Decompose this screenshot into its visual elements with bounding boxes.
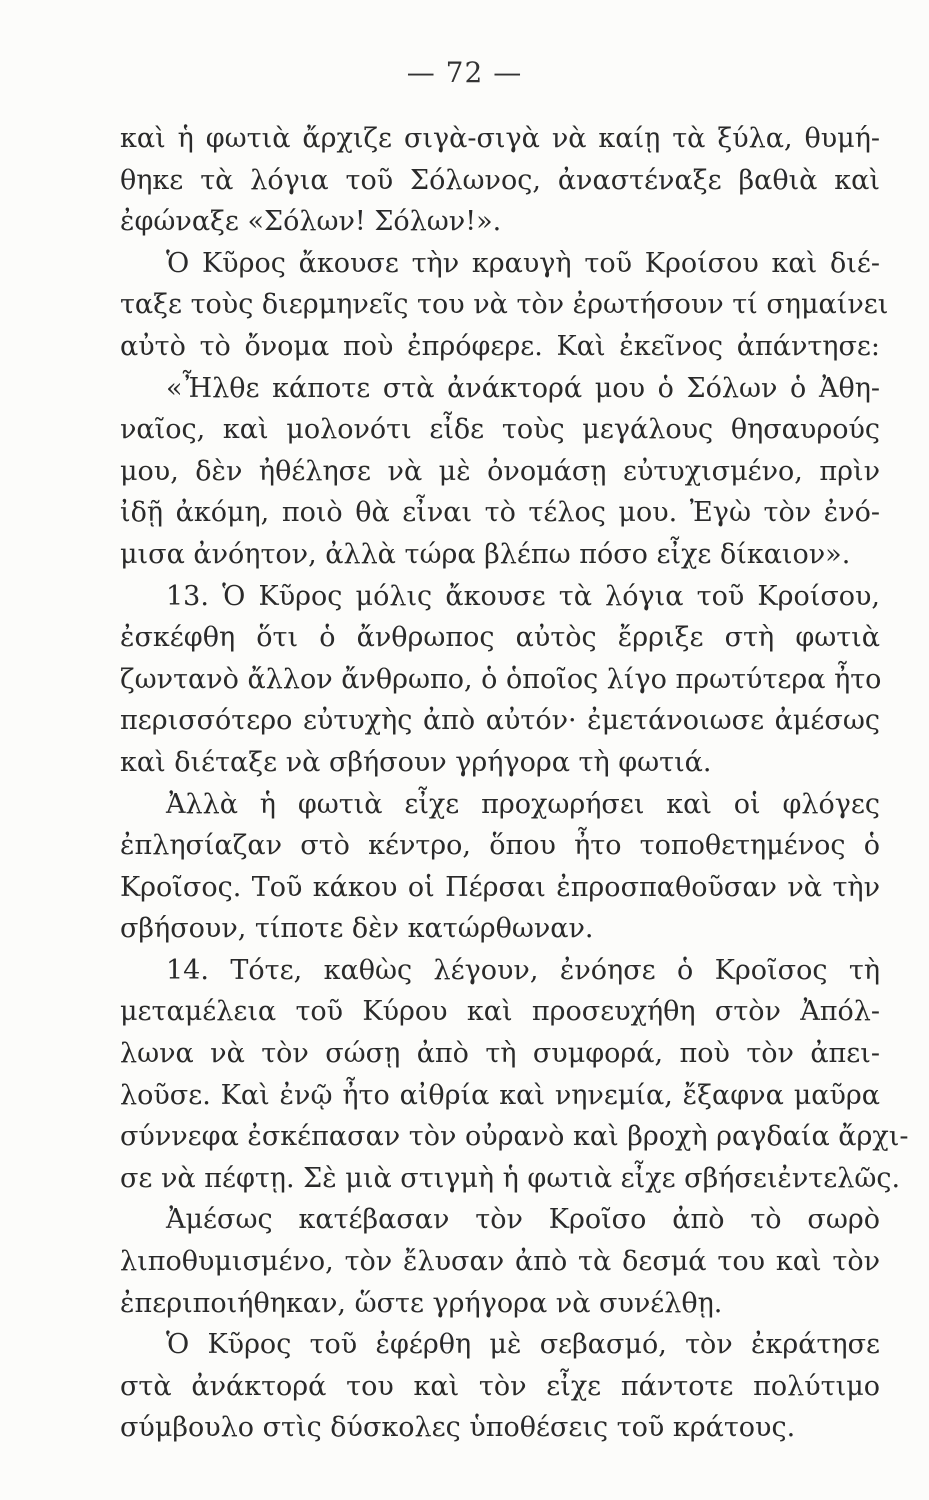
text-line: σύμβουλο στὶς δύσκολες ὑποθέσεις τοῦ κράτους.: [120, 1412, 796, 1444]
text-line: λιποθυμισμένο, τὸν ἔλυσαν ἀπὸ τὰ δεσμά του καὶ τὸν: [120, 1246, 880, 1278]
text-line: ταξε τοὺς διερμηνεῖς του νὰ τὸν ἐρωτήσουν τί σημαίνει: [120, 289, 889, 321]
text-line: λοῦσε. Καὶ ἐνῷ ἦτο αἰθρία καὶ νηνεμία, ἔξαφνα μαῦρα: [120, 1079, 880, 1111]
text-line: καὶ διέταξε νὰ σβήσουν γρήγορα τὴ φωτιά.: [120, 746, 712, 778]
text-line: ἐπεριποιήθηκαν, ὥστε γρήγορα νὰ συνέλθῃ.: [120, 1287, 723, 1319]
text-line: ἐσκέφθη ὅτι ὁ ἄνθρωπος αὐτὸς ἔρριξε στὴ φωτιὰ: [120, 622, 880, 654]
text-line: 13. Ὁ Κῦρος μόλις ἄκουσε τὰ λόγια τοῦ Κροίσου,: [166, 580, 880, 612]
text-line: μου, δὲν ἠθέλησε νὰ μὲ ὀνομάσῃ εὐτυχισμένο, πρὶν: [120, 455, 880, 487]
text-line: σε νὰ πέφτῃ. Σὲ μιὰ στιγμὴ ἡ φωτιὰ εἶχε σβήσειἐντελῶς.: [120, 1162, 901, 1194]
text-line: ἐπλησίαζαν στὸ κέντρο, ὅπου ἦτο τοποθετημένος ὁ: [120, 830, 880, 862]
text-line: «Ἦλθε κάποτε στὰ ἀνάκτορά μου ὁ Σόλων ὁ Ἀθη-: [166, 372, 880, 404]
text-line: Κροῖσος. Τοῦ κάκου οἱ Πέρσαι ἐπροσπαθοῦσαν νὰ τὴν: [120, 871, 880, 903]
text-line: Ὁ Κῦρος τοῦ ἐφέρθη μὲ σεβασμό, τὸν ἐκράτησε: [166, 1329, 880, 1361]
text-line: καὶ ἡ φωτιὰ ἄρχιζε σιγὰ-σιγὰ νὰ καίῃ τὰ ξύλα, θυμή-: [120, 123, 880, 154]
body-text: [120, 118, 909, 1449]
text-line: Ἀλλὰ ἡ φωτιὰ εἶχε προχωρήσει καὶ οἱ φλόγες: [166, 788, 880, 820]
text-line: σβήσουν, τίποτε δὲν κατώρθωναν.: [120, 913, 594, 945]
text-line: περισσότερο εὐτυχὴς ἀπὸ αὐτόν· ἐμετάνοιωσε ἀμέσως: [120, 705, 880, 737]
text-line: λωνα νὰ τὸν σώσῃ ἀπὸ τὴ συμφορά, ποὺ τὸν ἀπει-: [120, 1038, 880, 1070]
text-line: στὰ ἀνάκτορά του καὶ τὸν εἶχε πάντοτε πολύτιμο: [120, 1370, 880, 1402]
text-line: Ἀμέσως κατέβασαν τὸν Κροῖσο ἀπὸ τὸ σωρὸ: [166, 1204, 880, 1236]
text-line: μισα ἀνόητον, ἀλλὰ τώρα βλέπω πόσο εἶχε δίκαιον».: [120, 538, 851, 570]
text-line: ναῖος, καὶ μολονότι εἶδε τοὺς μεγάλους θησαυρούς: [120, 414, 880, 446]
text-line: ζωντανὸ ἄλλον ἄνθρωπο, ὁ ὁποῖος λίγο πρωτύτερα ἦτο: [120, 663, 882, 695]
text-line: 14. Τότε, καθὼς λέγουν, ἐνόησε ὁ Κροῖσος τὴ: [166, 954, 880, 986]
text-line: μεταμέλεια τοῦ Κύρου καὶ προσευχήθη στὸν Ἀπόλ-: [120, 996, 880, 1028]
text-line: Ὁ Κῦρος ἄκουσε τὴν κραυγὴ τοῦ Κροίσου καὶ διέ-: [166, 247, 880, 279]
text-line: θηκε τὰ λόγια τοῦ Σόλωνος, ἀναστέναξε βαθιὰ καὶ: [120, 164, 880, 196]
text-line: αὐτὸ τὸ ὄνομα ποὺ ἐπρόφερε. Καὶ ἐκεῖνος ἀπάντησε:: [120, 330, 880, 362]
text-line: σύννεφα ἐσκέπασαν τὸν οὐρανὸ καὶ βροχὴ ραγδαία ἄρχι-: [120, 1121, 909, 1153]
page-number: — 72 —: [406, 56, 523, 89]
text-line: ἐφώναξε «Σόλων! Σόλων!».: [120, 206, 502, 238]
text-line: ἰδῇ ἀκόμη, ποιὸ θὰ εἶναι τὸ τέλος μου. Ἐγὼ τὸν ἐνό-: [120, 497, 880, 529]
